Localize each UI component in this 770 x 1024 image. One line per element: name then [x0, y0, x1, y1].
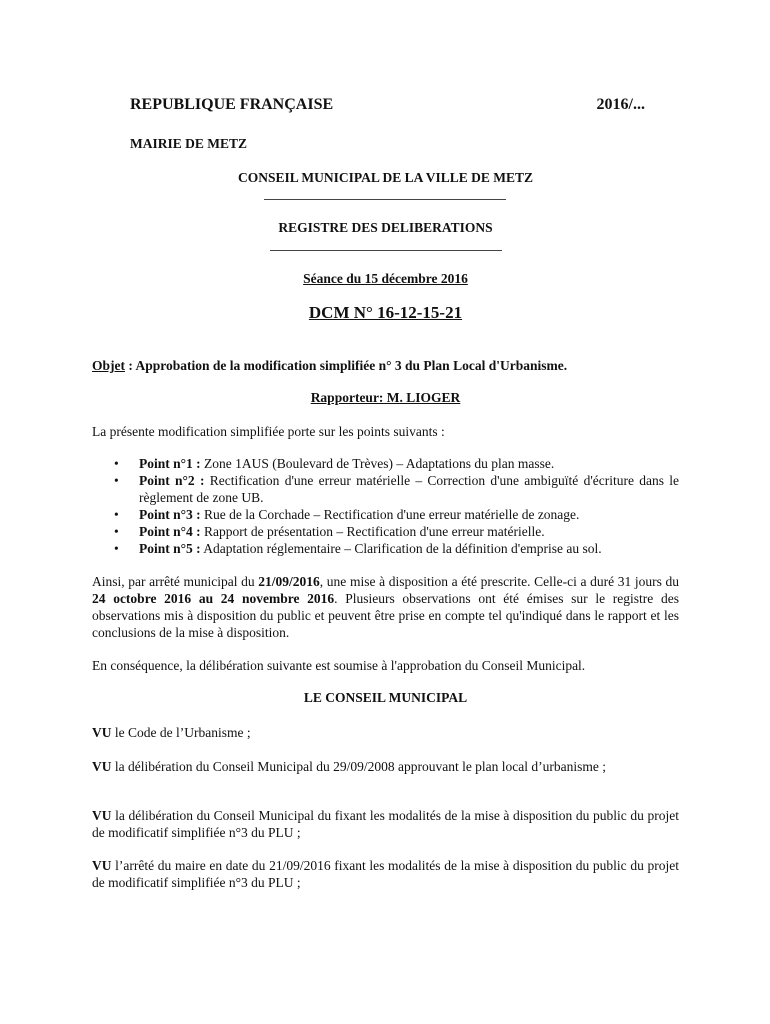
bullet-icon: • — [114, 507, 119, 522]
bullet-icon: • — [114, 473, 119, 488]
point-label: Point n°3 : — [139, 507, 201, 522]
rapporteur: Rapporteur: M. LIOGER — [310, 390, 461, 405]
points-list — [92, 455, 679, 557]
ainsi-text-3: . Plusieurs observations ont été émises sur le registre des observations mis à disposition du public et peuvent être prise en compte tel qu'indiqué dans le rapport et les conclusions de la mise à disposition. — [92, 591, 679, 640]
seance-date: Séance du 15 décembre 2016 — [303, 271, 468, 286]
bullet-icon: • — [114, 541, 119, 556]
list-item — [92, 523, 679, 540]
divider-1 — [264, 199, 506, 200]
divider-2 — [270, 250, 502, 251]
ainsi-paragraph — [92, 573, 679, 641]
vu-label: VU — [92, 725, 112, 740]
vu-item — [92, 857, 679, 891]
vu-text: la délibération du Conseil Municipal du fixant les modalités de la mise à disposition du public du projet de modificatif simplifiée n°3 du PLU ; — [92, 808, 679, 840]
objet-label: Objet — [92, 358, 125, 373]
seance-line — [92, 271, 679, 287]
point-label: Point n°1 : — [139, 456, 201, 471]
point-text: Rapport de présentation – Rectification d'une erreur matérielle. — [200, 524, 545, 539]
dcm-line — [92, 303, 679, 323]
bullet-icon: • — [114, 456, 119, 471]
point-text: Zone 1AUS (Boulevard de Trèves) – Adaptations du plan masse. — [200, 456, 555, 471]
vu-label: VU — [92, 759, 112, 774]
point-label: Point n°5 : — [139, 541, 201, 556]
republique-heading: REPUBLIQUE FRANÇAISE — [130, 96, 334, 113]
intro-paragraph: La présente modification simplifiée porte sur les points suivants : — [92, 424, 445, 439]
vu-text: la délibération du Conseil Municipal du 29/09/2008 approuvant le plan local d’urbanisme ; — [111, 759, 607, 774]
point-text: Rectification d'une erreur matérielle – Correction d'une ambiguïté d'écriture dans le règlement de zone UB. — [139, 473, 679, 505]
point-label: Point n°2 : — [139, 473, 205, 488]
point-text: Adaptation réglementaire – Clarification de la définition d'emprise au sol. — [200, 541, 602, 556]
ainsi-date-1: 21/09/2016 — [258, 574, 320, 589]
ainsi-date-range: 24 octobre 2016 au 24 novembre 2016 — [92, 591, 335, 606]
point-label: Point n°4 : — [139, 524, 201, 539]
objet-text: : Approbation de la modification simplifiée n° 3 du Plan Local d'Urbanisme. — [125, 358, 568, 373]
reference-number: 2016/... — [596, 96, 645, 113]
le-conseil-heading: LE CONSEIL MUNICIPAL — [303, 690, 468, 705]
list-item — [92, 506, 679, 523]
list-item — [92, 472, 679, 506]
list-item — [92, 455, 679, 472]
registre-title: REGISTRE DES DELIBERATIONS — [278, 220, 493, 235]
vu-text: le Code de l’Urbanisme ; — [111, 725, 251, 740]
document-header — [130, 96, 645, 114]
vu-item — [92, 758, 679, 775]
list-item — [92, 540, 679, 557]
vu-item — [92, 724, 679, 741]
vu-label: VU — [92, 858, 112, 873]
point-text: Rue de la Corchade – Rectification d'une erreur matérielle de zonage. — [200, 507, 580, 522]
ainsi-text-1: Ainsi, par arrêté municipal du — [92, 574, 259, 589]
vu-label: VU — [92, 808, 112, 823]
rapporteur-line — [92, 390, 679, 406]
vu-item — [92, 807, 679, 841]
dcm-number: DCM N° 16-12-15-21 — [308, 303, 463, 322]
bullet-icon: • — [114, 524, 119, 539]
mairie-heading: MAIRIE DE METZ — [130, 136, 248, 151]
council-title: CONSEIL MUNICIPAL DE LA VILLE DE METZ — [237, 170, 534, 185]
ainsi-text-2: , une mise à disposition a été prescrite. Celle-ci a duré 31 jours du — [319, 574, 679, 589]
vu-text: l’arrêté du maire en date du 21/09/2016 fixant les modalités de la mise à disposition du public du projet de modificatif simplifiée n°3 du PLU ; — [92, 858, 679, 890]
objet-line — [92, 358, 679, 374]
consequence-paragraph: En conséquence, la délibération suivante est soumise à l'approbation du Conseil Municipal. — [92, 658, 586, 673]
